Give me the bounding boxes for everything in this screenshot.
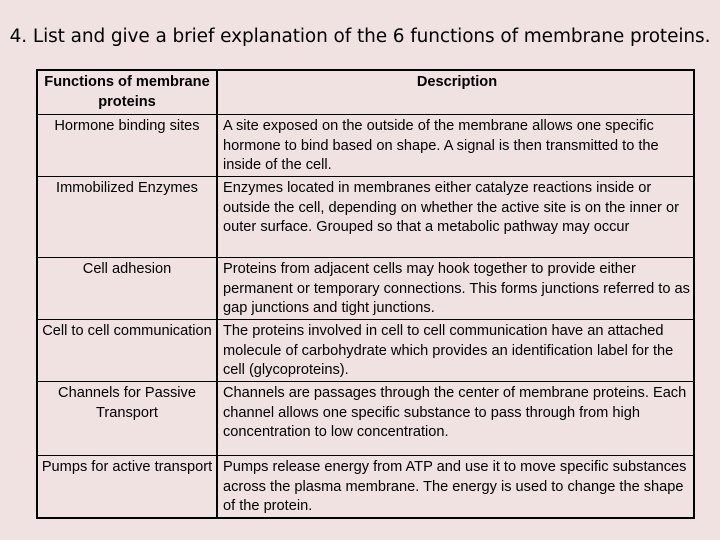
- table-row: [36, 382, 695, 456]
- membrane-protein-functions-table: [36, 69, 695, 519]
- description-cell: The proteins involved in cell to cell communication have an attached molecule of carbohydrate which provides an identification label for the cell (glycoproteins).: [218, 320, 695, 382]
- slide-title: 4. List and give a brief explanation of the 6 functions of membrane proteins.: [9, 26, 711, 47]
- function-cell: Immobilized Enzymes: [36, 177, 218, 258]
- function-cell: Channels for Passive Transport: [36, 382, 218, 456]
- function-cell: Cell adhesion: [36, 258, 218, 320]
- description-cell: Proteins from adjacent cells may hook together to provide either permanent or temporary connections. This forms junctions referred to as gap junctions and tight junctions.: [218, 258, 695, 320]
- function-cell: Hormone binding sites: [36, 115, 218, 177]
- description-cell: A site exposed on the outside of the membrane allows one specific hormone to bind based on shape. A signal is then transmitted to the inside of the cell.: [218, 115, 695, 177]
- description-cell: Channels are passages through the center of membrane proteins. Each channel allows one specific substance to pass through from high concentration to low concentration.: [218, 382, 695, 456]
- table-row: [36, 456, 695, 519]
- table-row: [36, 258, 695, 320]
- table-row: [36, 177, 695, 258]
- description-cell: Enzymes located in membranes either catalyze reactions inside or outside the cell, depending on whether the active site is on the inner or outer surface. Grouped so that a metabolic pathway may occur: [218, 177, 695, 258]
- table-header-row: [36, 69, 695, 115]
- table-row: [36, 115, 695, 177]
- description-cell: Pumps release energy from ATP and use it to move specific substances across the plasma membrane. The energy is used to change the shape of the protein.: [218, 456, 695, 519]
- function-cell: Cell to cell communication: [36, 320, 218, 382]
- header-description: Description: [218, 69, 695, 115]
- header-functions: Functions of membrane proteins: [36, 69, 218, 115]
- table-row: [36, 320, 695, 382]
- function-cell: Pumps for active transport: [36, 456, 218, 519]
